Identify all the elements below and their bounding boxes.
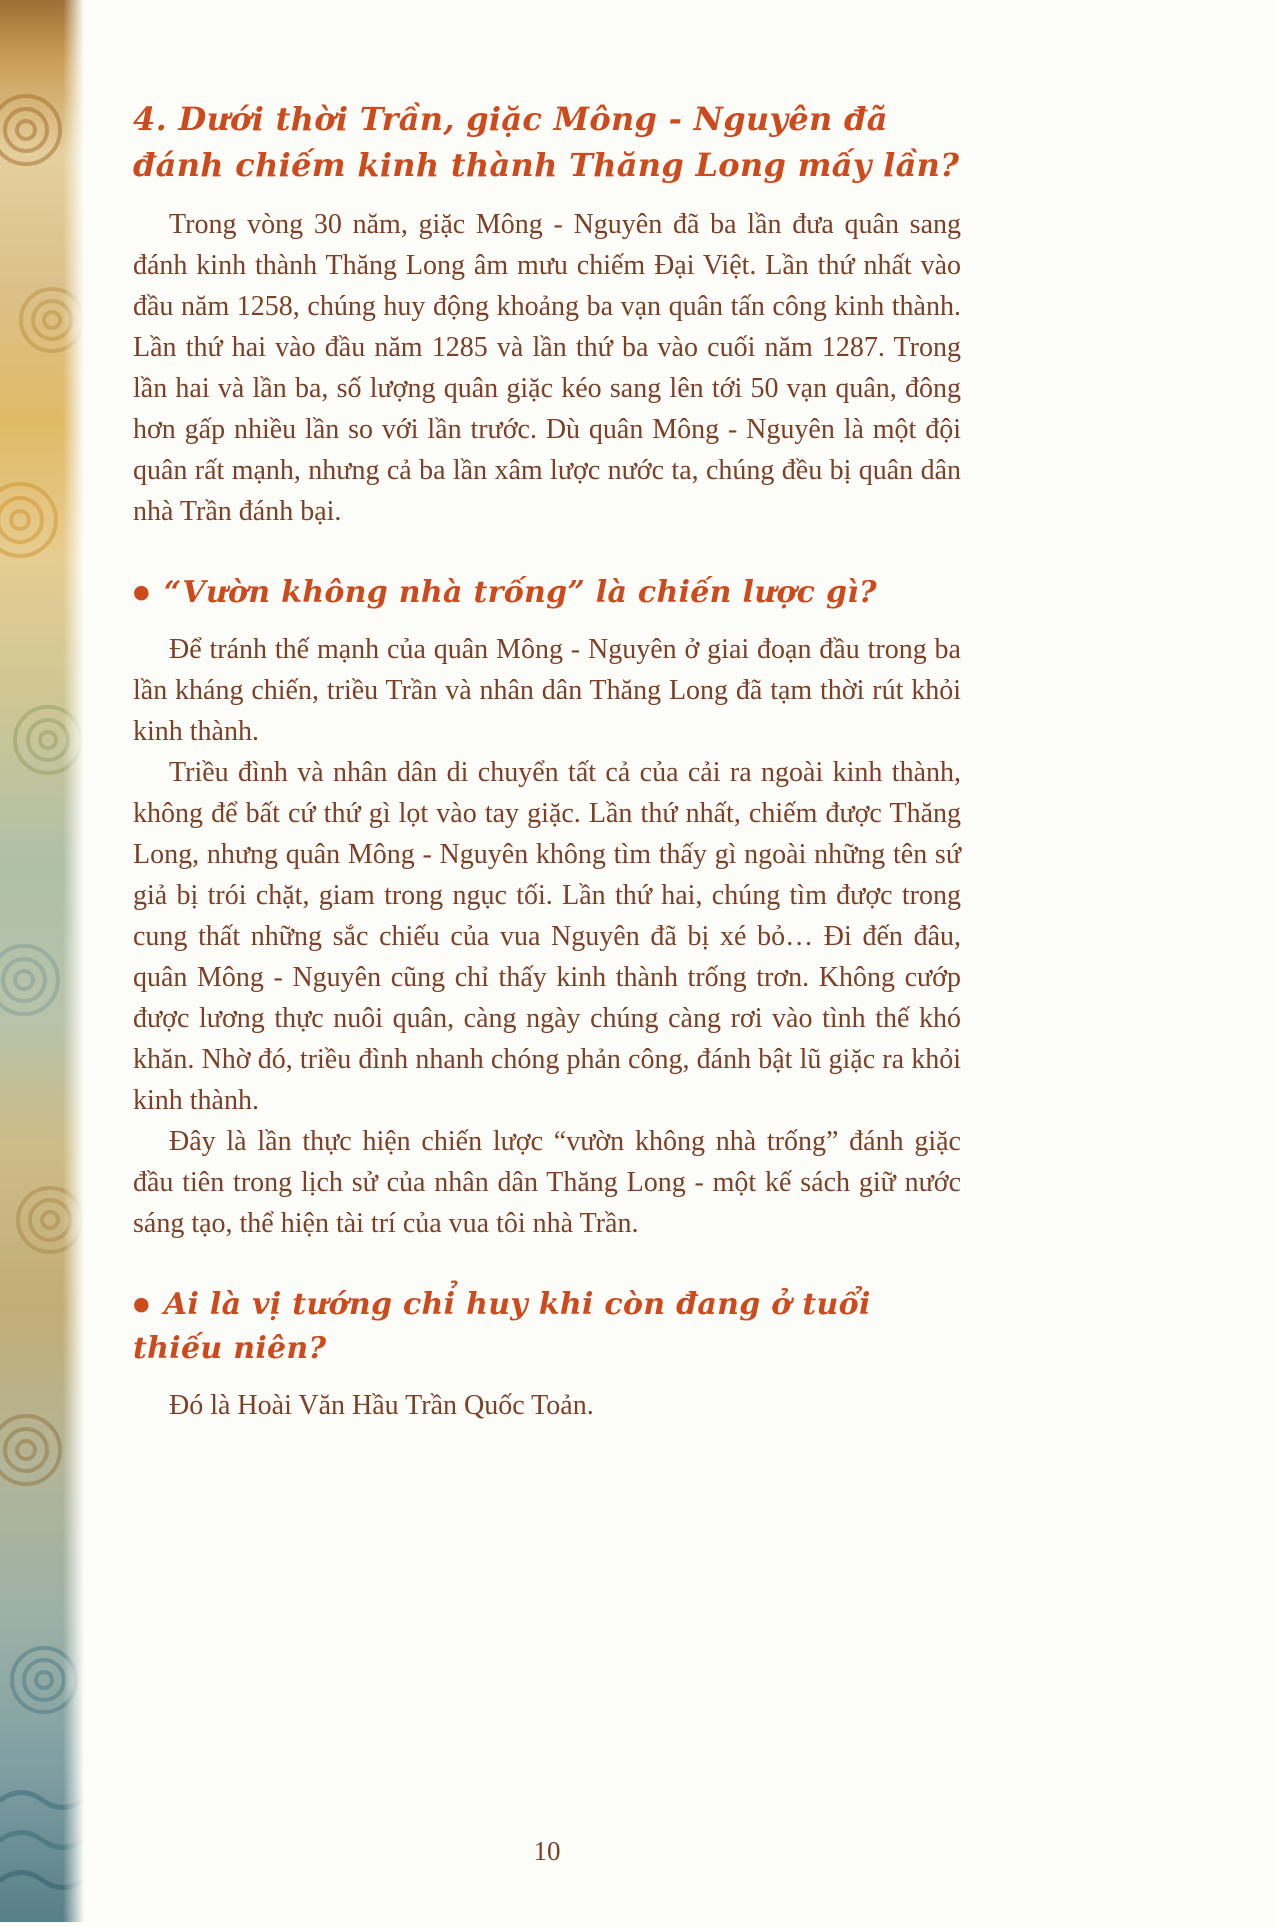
paragraph: Đó là Hoài Văn Hầu Trần Quốc Toản. xyxy=(169,1390,594,1421)
paragraph: Triều đình và nhân dân di chuyển tất cả của cải ra ngoài kinh thành, không để bất cứ thứ gì lọt vào tay giặc. Lần thứ nhất, chiếm được Thăng Long, nhưng quân Mông - Nguyên không tìm thấy gì ngoài những tên sứ giả bị trói chặt, giam trong ngục tối. Lần thứ hai, chúng tìm được trong cung thất những sắc chiếu của vua Nguyên đã bị xé bỏ… Đi đến đâu, quân Mông - Nguyên cũng chỉ thấy kinh thành trống trơn. Không cướp được lương thực nuôi quân, càng ngày chúng càng rơi vào tình thế khó khăn. Nhờ đó, triều đình nhanh chóng phản công, đánh bật lũ giặc ra khỏi kinh thành. xyxy=(133,757,961,1116)
page-number: 10 xyxy=(533,1836,561,1866)
question-heading: 4. Dưới thời Trần, giặc Mông - Nguyên đã đánh chiếm kinh thành Thăng Long mấy lần? xyxy=(133,100,960,184)
subquestion-2-title: Ai là vị tướng chỉ huy khi còn đang ở tuổi thiếu niên? xyxy=(133,1287,871,1366)
decorative-left-border xyxy=(0,0,84,1922)
page-content xyxy=(133,96,961,1922)
subquestion-1-title: “Vườn không nhà trống” là chiến lược gì? xyxy=(163,575,877,610)
paragraph: Để tránh thế mạnh của quân Mông - Nguyên ở giai đoạn đầu trong ba lần kháng chiến, triều Trần và nhân dân Thăng Long đã tạm thời rút khỏi kinh thành. xyxy=(133,634,961,747)
bullet-icon: ● xyxy=(133,581,150,603)
paragraph: Đây là lần thực hiện chiến lược “vườn không nhà trống” đánh giặc đầu tiên trong lịch sử của nhân dân Thăng Long - một kế sách giữ nước sáng tạo, thể hiện tài trí của vua tôi nhà Trần. xyxy=(133,1126,961,1239)
bullet-icon: ● xyxy=(133,1293,150,1315)
intro-paragraph: Trong vòng 30 năm, giặc Mông - Nguyên đã ba lần đưa quân sang đánh kinh thành Thăng Long âm mưu chiếm Đại Việt. Lần thứ nhất vào đầu năm 1258, chúng huy động khoảng ba vạn quân tấn công kinh thành. Lần thứ hai vào đầu năm 1285 và lần thứ ba vào cuối năm 1287. Trong lần hai và lần ba, số lượng quân giặc kéo sang lên tới 50 vạn quân, đông hơn gấp nhiều lần so với lần trước. Dù quân Mông - Nguyên là một đội quân rất mạnh, nhưng cả ba lần xâm lược nước ta, chúng đều bị quân dân nhà Trần đánh bại. xyxy=(133,209,961,527)
subquestion-1-heading xyxy=(133,570,961,615)
subquestion-2-heading xyxy=(133,1282,961,1371)
watercolor-border-art xyxy=(0,0,84,1922)
